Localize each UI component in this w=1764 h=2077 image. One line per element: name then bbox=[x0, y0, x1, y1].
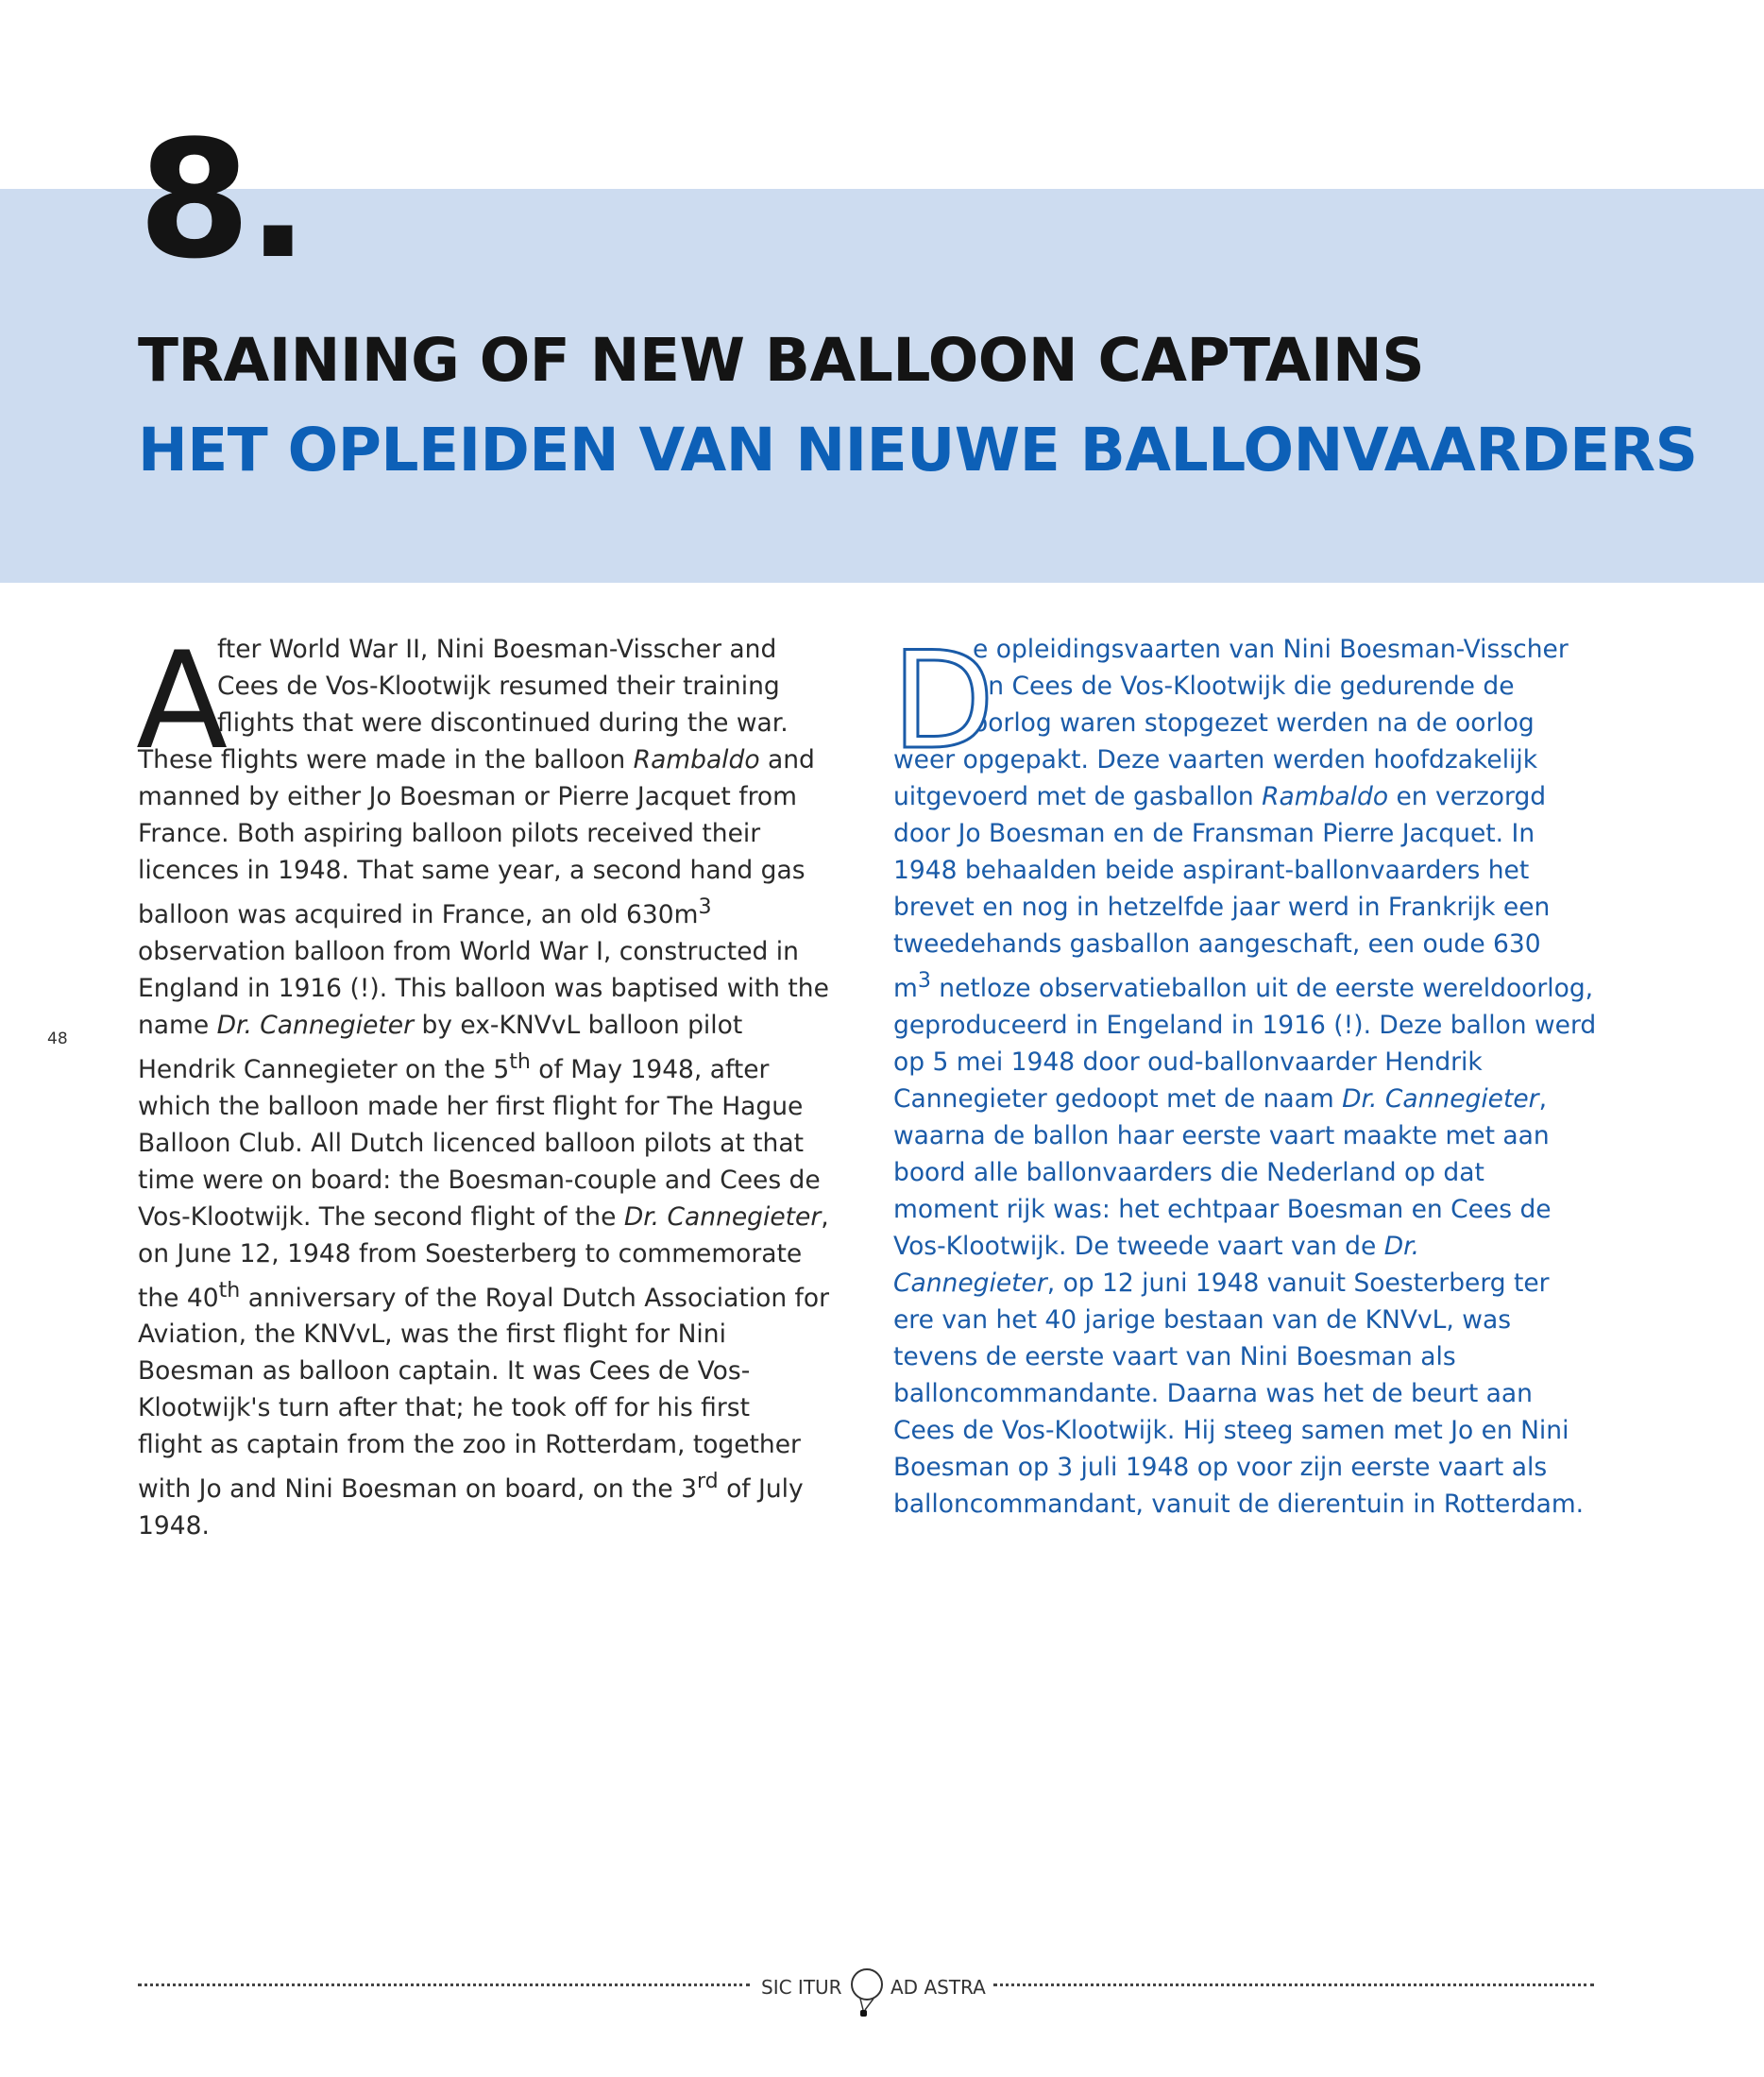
text-line: 1948 behaalden beide aspirant-ballonvaarders het bbox=[893, 856, 1530, 885]
balloon-name: Rambaldo bbox=[1262, 782, 1389, 811]
text-line: with Jo and Nini Boesman on board, on the 3rd of July bbox=[138, 1470, 804, 1505]
balloon-name: Dr. Cannegieter bbox=[623, 1201, 822, 1232]
footer-divider-left bbox=[138, 1983, 750, 1986]
text-line: geproduceerd in Engeland in 1916 (!). Deze ballon werd bbox=[893, 1010, 1597, 1040]
drop-cap: A bbox=[136, 623, 229, 779]
text-line: weer opgepakt. Deze vaarten werden hoofdzakelijk bbox=[893, 745, 1538, 775]
text-line: balloon was acquired in France, an old $630m^3$ bbox=[138, 895, 712, 929]
text-line: tevens de eerste vaart van Nini Boesman als bbox=[893, 1341, 1456, 1371]
text-line: $m^3$ netloze observatieballon uit de eerste wereldoorlog, bbox=[893, 969, 1594, 1003]
chapter-title-dutch: HET OPLEIDEN VAN NIEUWE BALLONVAARDERS bbox=[138, 416, 1698, 485]
text-line: balloncommandant, vanuit de dierentuin in Rotterdam. bbox=[893, 1489, 1585, 1519]
body-text-dutch bbox=[891, 623, 1597, 1523]
text-line: e opleidingsvaarten van Nini Boesman-Visscher bbox=[973, 635, 1569, 664]
text-line: waarna de ballon haar eerste vaart maakte met aan bbox=[893, 1120, 1550, 1150]
text-line: on June 12, 1948 from Soesterberg to commemorate bbox=[138, 1238, 803, 1268]
text-line: Cannegieter, op 12 juni 1948 vanuit Soesterberg ter bbox=[893, 1268, 1550, 1298]
footer-divider-right bbox=[993, 1983, 1594, 1986]
text-line: Cees de Vos-Klootwijk resumed their training bbox=[217, 672, 780, 701]
text-line: tweedehands gasballon aangeschaft, een oude 630 bbox=[893, 929, 1541, 959]
text-line: Cees de Vos-Klootwijk. Hij steeg samen met Jo en Nini bbox=[893, 1415, 1569, 1445]
balloon-name: Dr. Cannegieter bbox=[216, 1010, 415, 1040]
text-line: Hendrik Cannegieter on the 5th of May 1948, after bbox=[138, 1049, 770, 1084]
text-line: Cannegieter gedoopt met de naam Dr. Cannegieter, bbox=[893, 1083, 1548, 1114]
text-line: brevet en nog in hetzelfde jaar werd in Frankrijk een bbox=[893, 893, 1551, 922]
text-line: licences in 1948. That same year, a second hand gas bbox=[138, 856, 806, 885]
text-line: Boesman as balloon captain. It was Cees de Vos- bbox=[138, 1356, 751, 1387]
text-line: Boesman op 3 juli 1948 op voor zijn eerste vaart als bbox=[893, 1452, 1548, 1482]
text-line: 1948. bbox=[138, 1511, 210, 1541]
text-line: flights that were discontinued during the war. bbox=[217, 708, 789, 738]
text-line: oorlog waren stopgezet werden na de oorlog bbox=[973, 708, 1535, 738]
text-line: which the balloon made her first flight for The Hague bbox=[138, 1091, 804, 1121]
balloon-icon bbox=[844, 1965, 890, 2029]
text-line: moment rijk was: het echtpaar Boesman en Cees de bbox=[893, 1194, 1552, 1224]
text-line: balloncommandante. Daarna was het de beurt aan bbox=[893, 1378, 1533, 1408]
text-line: door Jo Boesman en de Fransman Pierre Jacquet. In bbox=[893, 819, 1535, 848]
text-line: These flights were made in the balloon Rambaldo and bbox=[138, 745, 815, 775]
text-line: manned by either Jo Boesman or Pierre Jacquet from bbox=[138, 782, 797, 811]
balloon-name: Dr. Cannegieter bbox=[1342, 1083, 1539, 1114]
text-line: Aviation, the KNVvL, was the first flight for Nini bbox=[138, 1319, 726, 1350]
drop-cap: D bbox=[891, 623, 995, 779]
text-line: the 40th anniversary of the Royal Dutch Association for bbox=[138, 1278, 829, 1313]
chapter-number: 8. bbox=[138, 105, 306, 295]
balloon-name: Rambaldo bbox=[633, 745, 760, 775]
text-line: name Dr. Cannegieter by ex-KNVvL balloon pilot bbox=[138, 1010, 743, 1040]
text-line: Vos-Klootwijk. The second flight of the Dr. Cannegieter, bbox=[138, 1201, 829, 1232]
footer-motto-right: AD ASTRA bbox=[890, 1976, 986, 1999]
text-line: Balloon Club. All Dutch licenced balloon pilots at that bbox=[138, 1128, 804, 1158]
text-line: en Cees de Vos-Klootwijk die gedurende de bbox=[973, 672, 1515, 701]
text-line: op 5 mei 1948 door oud-ballonvaarder Hendrik bbox=[893, 1047, 1483, 1077]
text-line: France. Both aspiring balloon pilots received their bbox=[138, 819, 761, 848]
text-line: Vos-Klootwijk. De tweede vaart van de Dr. bbox=[893, 1231, 1420, 1261]
page-number: 48 bbox=[47, 1030, 68, 1048]
text-line: uitgevoerd met de gasballon Rambaldo en verzorgd bbox=[893, 782, 1547, 811]
text-line: England in 1916 (!). This balloon was baptised with the bbox=[138, 973, 829, 1003]
text-line: boord alle ballonvaarders die Nederland op dat bbox=[893, 1157, 1484, 1187]
balloon-name: Dr. bbox=[1383, 1231, 1420, 1261]
balloon-name: Cannegieter bbox=[893, 1268, 1047, 1298]
text-line: fter World War II, Nini Boesman-Visscher and bbox=[217, 635, 777, 664]
text-line: time were on board: the Boesman-couple and Cees de bbox=[138, 1165, 821, 1195]
footer-motto-left: SIC ITUR bbox=[761, 1976, 842, 1999]
chapter-title-english: TRAINING OF NEW BALLOON CAPTAINS bbox=[138, 326, 1425, 395]
text-line: flight as captain from the zoo in Rotterdam, together bbox=[138, 1430, 801, 1460]
text-line: ere van het 40 jarige bestaan van de KNVvL, was bbox=[893, 1304, 1511, 1335]
text-line: observation balloon from World War I, constructed in bbox=[138, 936, 799, 966]
body-text-english bbox=[136, 623, 837, 1544]
text-line: Klootwijk's turn after that; he took off for his first bbox=[138, 1393, 750, 1423]
